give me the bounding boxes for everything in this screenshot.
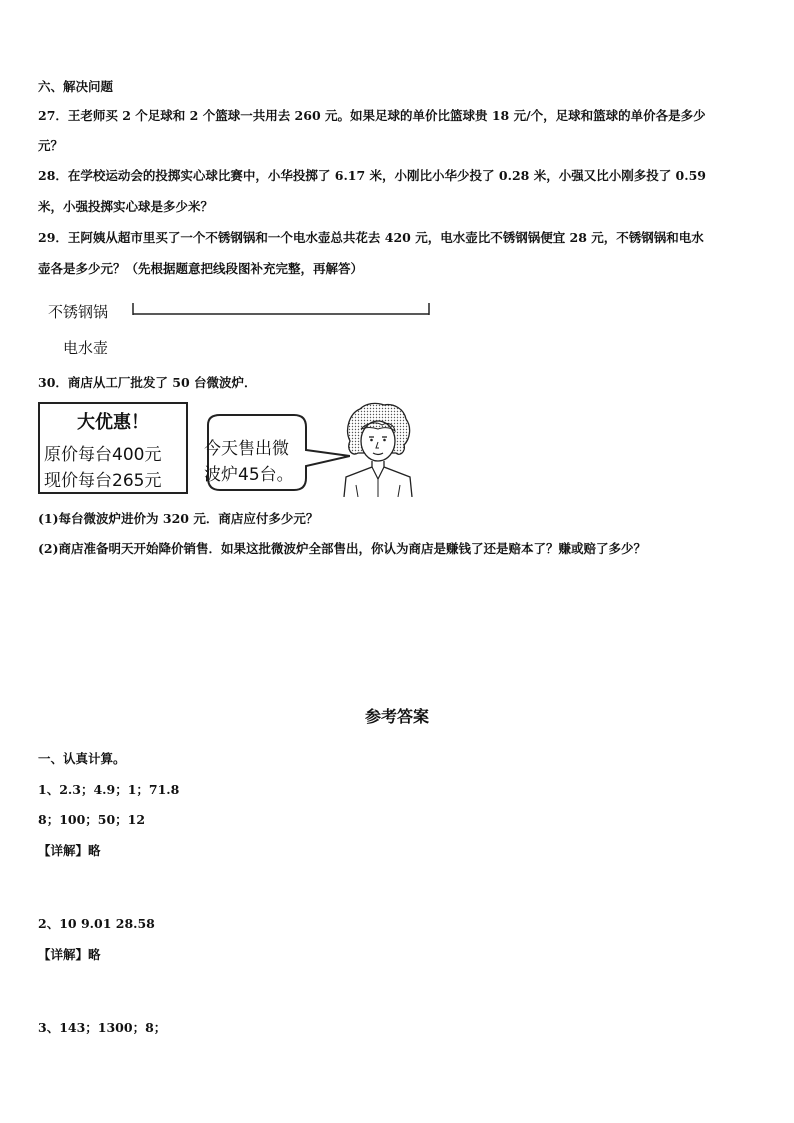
question-28-line2: 米，小强投掷实心球是多少米？ — [38, 199, 214, 214]
segment-line — [130, 298, 435, 320]
answers-section1: 一、认真计算。 — [38, 751, 126, 766]
question-30-sub1: (1)每台微波炉进价为 320 元．商店应付多少元？ — [38, 511, 319, 526]
answer-2-detail: 【详解】略 — [38, 947, 101, 962]
question-29-line2: 壶各是多少元？（先根据题意把线段图补充完整，再解答） — [38, 261, 364, 276]
question-29-line1: 29．王阿姨从超市里买了一个不锈钢锅和一个电水壶总共花去 420 元，电水壶比不锈钢锅便宜 28 元，不锈钢锅和电水 — [38, 230, 704, 245]
question-30-sub2: (2)商店准备明天开始降价销售．如果这批微波炉全部售出，你认为商店是赚钱了还是赔本了？赚或赔了多少？ — [38, 541, 647, 556]
question-27-line1: 27．王老师买 2 个足球和 2 个篮球一共用去 260 元。如果足球的单价比篮球贵 18 元/个，足球和篮球的单价各是多少 — [38, 108, 706, 123]
bubble-text-line2: 波炉45台。 — [204, 465, 294, 485]
answers-title: 参考答案 — [364, 707, 429, 726]
promo-title: 大优惠！ — [77, 412, 149, 433]
diagram-label-pot: 不锈钢锅 — [48, 303, 109, 321]
answer-1-line2: 8；100；50；12 — [38, 812, 146, 827]
person-illustration — [342, 401, 414, 497]
answer-1-line1: 1、2.3；4.9；1；71.8 — [38, 782, 180, 797]
section-heading: 六、解决问题 — [38, 79, 114, 94]
promo-box — [38, 402, 188, 494]
promo-current-price: 现价每台265元 — [44, 471, 162, 491]
diagram-label-kettle: 电水壶 — [63, 339, 109, 357]
answer-2-line1: 2、10 9.01 28.58 — [38, 916, 155, 931]
answer-3-line1: 3、143；1300；8； — [38, 1020, 167, 1035]
question-30-line1: 30．商店从工厂批发了 50 台微波炉． — [38, 375, 257, 390]
question-27-line2: 元？ — [38, 138, 64, 153]
bubble-text-line1: 今天售出微 — [204, 439, 289, 459]
question-28-line1: 28．在学校运动会的投掷实心球比赛中，小华投掷了 6.17 米，小刚比小华少投了 0.28 米，小强又比小刚多投了 0.59 — [38, 168, 706, 183]
answer-1-detail: 【详解】略 — [38, 843, 101, 858]
promo-original-price: 原价每台400元 — [44, 445, 162, 465]
